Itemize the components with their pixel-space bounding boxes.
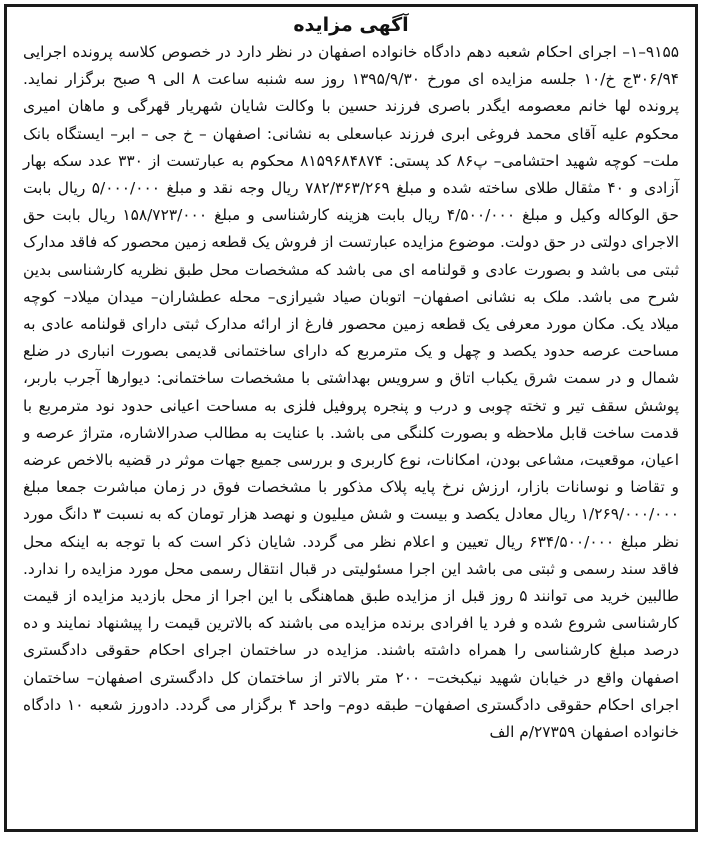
auction-notice [4,4,698,832]
notice-body: ۹۱۵۵–۱– اجرای احکام شعبه دهم دادگاه خانواده اصفهان در نظر دارد در خصوص کلاسه پرونده اجرایی ۳۰۶/۹۴ج خ/۱۰ جلسه مزایده ای مورخ ۱۳۹۵/۹/۳۰ روز سه شنبه ساعت ۸ الی ۹ صبح برگزار نماید. پرونده لها خانم معصومه ایگدر باصری فرزند حسین با وکالت شایان شهریار قهرگی و ماهان امیری محکوم علیه آقای محمد فروغی ابری فرزند عباسعلی به نشانی: اصفهان – خ جی – ابر– ایستگاه بانک ملت– کوچه شهید احتشامی– پ۸۶ کد پستی: ۸۱۵۹۶۸۴۸۷۴ محکوم به عبارتست از ۳۳۰ عدد سکه بهار آزادی و ۴۰ مثقال طلای ساخته شده و مبلغ ۷۸۲/۳۶۳/۲۶۹ ریال وجه نقد و مبلغ ۵/۰۰۰/۰۰۰ ریال بابت حق الوکاله وکیل و مبلغ ۴/۵۰۰/۰۰۰ ریال بابت هزینه کارشناسی و مبلغ ۱۵۸/۷۲۳/۰۰۰ ریال بابت حق الاجرای دولتی در حق دولت. موضوع مزایده عبارتست از فروش یک قطعه زمین محصور که فاقد مدارک ثبتی می باشد و بصورت عادی و قولنامه ای می باشد که مشخصات محل طبق نظریه کارشناسی بدین شرح می باشد. ملک به نشانی اصفهان– اتوبان صیاد شیرازی– محله عطشاران– میدان میلاد– کوچه میلاد یک. مکان مورد معرفی یک قطعه زمین محصور فارغ از ارائه مدارک ثبتی دارای قولنامه عادی به مساحت عرصه حدود یکصد و چهل و یک مترمربع که دارای ساختمانی قدیمی بصورت انباری در ضلع شمال و در سمت شرق یکباب اتاق و سرویس بهداشتی با مشخصات ساختمانی: دیوارها آجرب باربر، پوشش سقف تیر و تخته چوبی و درب و پنجره پروفیل فلزی به مساحت اعیانی حدود نود مترمربع با قدمت ساخت قابل ملاحظه و بصورت کلنگی می باشد. با عنایت به مطالب صدرالاشاره، متراژ عرصه و اعیان، موقعیت، مشاعی بودن، امکانات، نوع کاربری و بررسی جمیع جهات موثر در قضیه بالاخص عرضه و تقاضا و نوسانات بازار، ارزش نرخ پایه پلاک مذکور با مشخصات فوق در زمان مباشرت جمعا مبلغ ۱/۲۶۹/۰۰۰/۰۰۰ ریال معادل یکصد و بیست و شش میلیون و نهصد هزار تومان که به نسبت ۳ دانگ مورد نظر مبلغ ۶۳۴/۵۰۰/۰۰۰ ریال تعیین و اعلام نظر می گردد. شایان ذکر است که با توجه به اینکه محل فاقد سند رسمی و ثبتی می باشد این اجرا مسئولیتی در قبال انتقال رسمی محل مورد مزایده را ندارد. طالبین خرید می توانند ۵ روز قبل از مزایده طبق هماهنگی با این اجرا از محل بازدید مزایده از قیمت کارشناسی شروع شده و فرد یا افرادی برنده مزایده می باشند که بالاترین قیمت را پیشنهاد نمایند و ده درصد مبلغ کارشناسی را همراه داشته باشند. مزایده در ساختمان اجرای احکام حقوقی دادگستری اصفهان واقع در خیابان شهید نیکبخت– ۲۰۰ متر بالاتر از ساختمان کل دادگستری اصفهان– ساختمان اجرای احکام حقوقی دادگستری اصفهان– طبقه دوم– واحد ۴ برگزار می گردد. دادورز شعبه ۱۰ دادگاه خانواده اصفهان ۲۷۳۵۹/م الف [23,43,680,742]
notice-title: آگهی مزایده [293,14,409,36]
